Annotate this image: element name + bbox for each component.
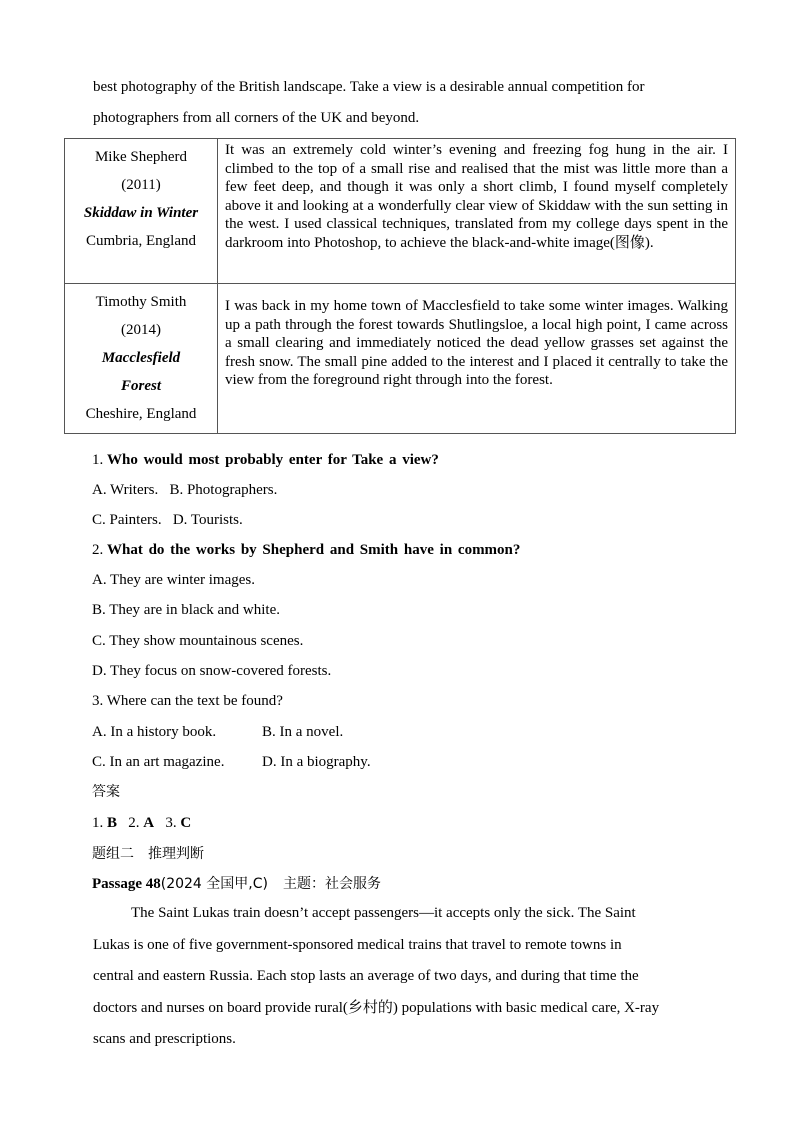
photographer-name: Mike Shepherd bbox=[94, 149, 188, 165]
answer-value: C bbox=[180, 815, 192, 831]
question-1-options-ab: A. Writers. B. Photographers. bbox=[92, 482, 278, 498]
passage-line-5: scans and prescriptions. bbox=[93, 1031, 236, 1047]
question-3-option-c: C. In an art magazine. bbox=[92, 754, 225, 770]
work-title-line-2: Forest bbox=[120, 378, 161, 394]
answer-value: A bbox=[143, 815, 155, 831]
question-2-option-a: A. They are winter images. bbox=[92, 572, 256, 588]
passage-line-3: central and eastern Russia. Each stop lasts an average of two days, and during that time the bbox=[93, 968, 639, 984]
work-info-cell bbox=[65, 284, 218, 434]
question-number: 1. bbox=[92, 452, 104, 468]
intro-line-2: photographers from all corners of the UK and beyond. bbox=[93, 110, 420, 126]
works-table bbox=[64, 138, 736, 434]
passage-topic: 主题：社会服务 bbox=[282, 876, 381, 892]
question-1-options-cd: C. Painters. D. Tourists. bbox=[92, 512, 243, 528]
work-row-shepherd bbox=[65, 139, 736, 284]
intro-line-1: best photography of the British landscape. Take a view is a desirable annual competition for bbox=[93, 79, 645, 95]
answer-heading: 答案 bbox=[92, 784, 120, 800]
question-3-stem bbox=[92, 691, 283, 711]
question-2-option-c: C. They show mountainous scenes. bbox=[92, 633, 304, 649]
work-title-line-1: Macclesfield bbox=[101, 350, 181, 366]
work-year: (2014) bbox=[121, 322, 161, 338]
photographer-name: Timothy Smith bbox=[95, 294, 187, 310]
passage-label: Passage 48 bbox=[92, 876, 161, 892]
question-2-option-d: D. They focus on snow-covered forests. bbox=[92, 663, 332, 679]
question-number: 2. bbox=[92, 542, 104, 558]
question-2-option-b: B. They are in black and white. bbox=[92, 602, 280, 618]
work-description: I was back in my home town of Macclesfield to take some winter images. Walking up a path through the forest towards Shutlingsloe, a local high point, I came across a small clearing and immediately noticed the dead yellow grasses set against the fresh snow. The small pine added to the interest and I placed it centrally to take the view from the foreground right through into the forest. bbox=[218, 284, 736, 434]
work-title: Skiddaw in Winter bbox=[83, 205, 199, 221]
passage-heading bbox=[92, 874, 381, 894]
question-text: Who would most probably enter for Take a view? bbox=[107, 452, 439, 468]
group-heading: 题组二 推理判断 bbox=[92, 846, 204, 862]
question-3-option-a: A. In a history book. bbox=[92, 724, 217, 740]
question-number: 3. bbox=[92, 693, 104, 709]
answer-key bbox=[92, 813, 191, 833]
answer-number: 1. bbox=[92, 815, 104, 831]
work-info-cell bbox=[65, 139, 218, 284]
work-location: Cheshire, England bbox=[85, 406, 197, 422]
passage-line-1: The Saint Lukas train doesn’t accept passengers—it accepts only the sick. The Saint bbox=[131, 905, 636, 921]
answer-number: 3. bbox=[165, 815, 177, 831]
question-3-option-b: B. In a novel. bbox=[262, 724, 344, 740]
answer-number: 2. bbox=[128, 815, 140, 831]
question-1-stem bbox=[92, 450, 439, 470]
question-text: Where can the text be found? bbox=[106, 693, 283, 709]
question-3-option-d: D. In a biography. bbox=[262, 754, 371, 770]
passage-source: (2024 全国甲,C) bbox=[160, 876, 268, 892]
work-location: Cumbria, England bbox=[86, 233, 196, 249]
question-2-stem bbox=[92, 540, 520, 560]
work-description: It was an extremely cold winter’s evening and freezing fog hung in the air. I climbed to the top of a small rise and realised that the mist was little more than a few feet deep, and though it was only a short climb, I found myself completely above it and looking at a wonderfully clear view of Skiddaw with the sun setting in the west. I used classical techniques, translated from my college days spent in the darkroom into Photoshop, to achieve the black-and-white image(图像). bbox=[218, 139, 736, 284]
passage-line-4: doctors and nurses on board provide rural(乡村的) populations with basic medical care, X-ray bbox=[93, 1000, 660, 1016]
question-text: What do the works by Shepherd and Smith have in common? bbox=[107, 542, 521, 558]
work-year: (2011) bbox=[121, 177, 161, 193]
work-row-smith bbox=[65, 284, 736, 434]
answer-value: B bbox=[107, 815, 118, 831]
passage-line-2: Lukas is one of five government-sponsored medical trains that travel to remote towns in bbox=[93, 937, 622, 953]
